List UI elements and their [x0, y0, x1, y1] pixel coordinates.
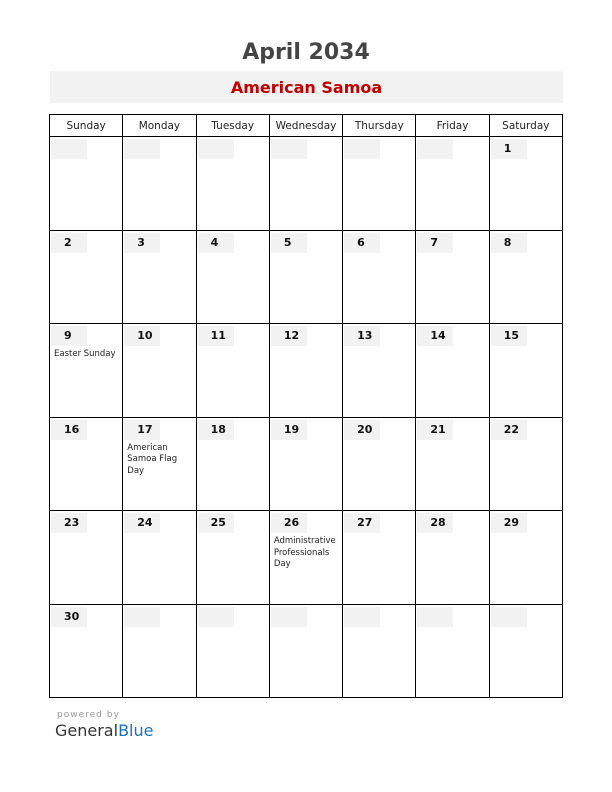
- weekday-saturday: Saturday: [489, 115, 562, 137]
- calendar-grid: [49, 114, 563, 698]
- day-number: [51, 139, 87, 159]
- day-number: 8: [491, 233, 527, 253]
- weekday-friday: Friday: [416, 115, 489, 137]
- day-number: 21: [417, 420, 453, 440]
- weekday-monday: Monday: [123, 115, 196, 137]
- region-label: American Samoa: [230, 78, 383, 97]
- day-cell: [489, 324, 562, 418]
- day-cell: [416, 230, 489, 324]
- week-row: [50, 137, 563, 231]
- day-cell: [196, 417, 269, 511]
- holiday-event: Administrative Professionals Day: [273, 536, 336, 569]
- week-row: [50, 417, 563, 511]
- day-number: [344, 607, 380, 627]
- day-number: [271, 139, 307, 159]
- week-row: [50, 324, 563, 418]
- day-number: 25: [198, 513, 234, 533]
- day-number: 16: [51, 420, 87, 440]
- weekday-sunday: Sunday: [50, 115, 123, 137]
- day-number: 17: [124, 420, 160, 440]
- empty-day-cell: [123, 604, 196, 698]
- day-number: 19: [271, 420, 307, 440]
- day-cell: [416, 417, 489, 511]
- empty-day-cell: [196, 604, 269, 698]
- day-cell: [50, 324, 123, 418]
- day-number: 2: [51, 233, 87, 253]
- empty-day-cell: [269, 137, 342, 231]
- day-number: [198, 139, 234, 159]
- day-number: [271, 607, 307, 627]
- empty-day-cell: [50, 137, 123, 231]
- day-number: 15: [491, 326, 527, 346]
- day-cell: [343, 324, 416, 418]
- day-number: 30: [51, 607, 87, 627]
- day-cell: [343, 417, 416, 511]
- day-number: [417, 139, 453, 159]
- day-number: 12: [271, 326, 307, 346]
- day-cell: [343, 511, 416, 605]
- day-cell: [269, 417, 342, 511]
- day-cell: [50, 511, 123, 605]
- empty-day-cell: [343, 604, 416, 698]
- day-number: 18: [198, 420, 234, 440]
- empty-day-cell: [343, 137, 416, 231]
- day-number: 26: [271, 513, 307, 533]
- weekday-header-row: [50, 115, 563, 137]
- day-number: 23: [51, 513, 87, 533]
- day-number: 1: [491, 139, 527, 159]
- day-number: 7: [417, 233, 453, 253]
- empty-day-cell: [123, 137, 196, 231]
- day-cell: [50, 417, 123, 511]
- empty-day-cell: [489, 604, 562, 698]
- weekday-thursday: Thursday: [343, 115, 416, 137]
- day-number: 28: [417, 513, 453, 533]
- day-cell: [416, 324, 489, 418]
- empty-day-cell: [269, 604, 342, 698]
- day-number: [344, 139, 380, 159]
- day-number: 13: [344, 326, 380, 346]
- day-cell: [196, 230, 269, 324]
- day-number: [491, 607, 527, 627]
- day-cell: [269, 324, 342, 418]
- week-row: [50, 604, 563, 698]
- day-number: [417, 607, 453, 627]
- day-cell: [416, 511, 489, 605]
- day-number: 9: [51, 326, 87, 346]
- brand-general-text: General: [55, 721, 119, 740]
- day-cell: [123, 324, 196, 418]
- day-cell: [269, 230, 342, 324]
- day-cell: [489, 511, 562, 605]
- day-cell: [489, 417, 562, 511]
- day-cell: [123, 511, 196, 605]
- day-number: 29: [491, 513, 527, 533]
- holiday-event: American Samoa Flag Day: [127, 442, 178, 476]
- day-number: 10: [124, 326, 160, 346]
- day-number: [124, 139, 160, 159]
- day-cell: [196, 511, 269, 605]
- day-cell: [343, 230, 416, 324]
- day-cell: [489, 230, 562, 324]
- day-cell: [196, 324, 269, 418]
- day-number: 4: [198, 233, 234, 253]
- empty-day-cell: [416, 604, 489, 698]
- day-number: 22: [491, 420, 527, 440]
- day-number: 5: [271, 233, 307, 253]
- weekday-tuesday: Tuesday: [196, 115, 269, 137]
- page-title: April 2034: [242, 40, 370, 65]
- day-number: 6: [344, 233, 380, 253]
- brand-blue-text: Blue: [118, 721, 154, 740]
- powered-by-text: powered by: [57, 710, 120, 720]
- weekday-wednesday: Wednesday: [269, 115, 342, 137]
- day-number: 3: [124, 233, 160, 253]
- day-number: 27: [344, 513, 380, 533]
- day-cell: [50, 230, 123, 324]
- day-number: 14: [417, 326, 453, 346]
- day-number: [124, 607, 160, 627]
- day-cell: [50, 604, 123, 698]
- day-number: 11: [198, 326, 234, 346]
- day-number: 20: [344, 420, 380, 440]
- brand-logo[interactable]: [55, 721, 153, 740]
- day-number: 24: [124, 513, 160, 533]
- day-cell: [489, 137, 562, 231]
- week-row: [50, 511, 563, 605]
- day-cell: [123, 230, 196, 324]
- week-row: [50, 230, 563, 324]
- empty-day-cell: [416, 137, 489, 231]
- empty-day-cell: [196, 137, 269, 231]
- holiday-event: Easter Sunday: [54, 349, 116, 359]
- day-number: [198, 607, 234, 627]
- region-banner: [50, 71, 563, 103]
- day-cell: [269, 511, 342, 605]
- day-cell: [123, 417, 196, 511]
